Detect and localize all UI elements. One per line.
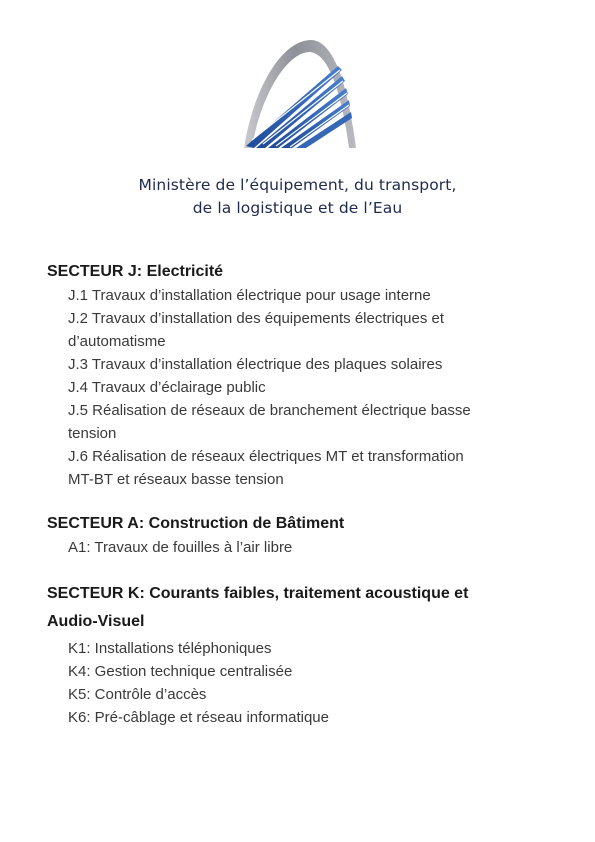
ministry-title-line2: de la logistique et de l’Eau [192,199,403,217]
sector-k-title-line1: SECTEUR K: Courants faibles, traitement acoustique et [47,585,469,602]
sector-j-title: SECTEUR J: Electricité [47,263,224,280]
list-item: A1: Travaux de fouilles à l’air libre [68,539,293,556]
list-item: J.5 Réalisation de réseaux de branchement électrique basse [68,402,471,419]
sector-list [47,260,547,740]
list-item-continuation: MT-BT et réseaux basse tension [68,471,284,488]
list-item: J.2 Travaux d’installation des équipements électriques et [68,310,445,327]
sector-a-title: SECTEUR A: Construction de Bâtiment [47,515,345,532]
list-item: K4: Gestion technique centralisée [68,663,293,680]
sector-k-title-line2: Audio-Visuel [47,613,145,630]
sector-k-items [68,637,547,729]
list-item-continuation: tension [68,425,117,442]
list-item: K1: Installations téléphoniques [68,640,272,657]
ministry-title-line1: Ministère de l’équipement, du transport, [138,176,457,194]
list-item: K5: Contrôle d’accès [68,686,207,703]
sector-k [47,580,547,729]
sector-a-items [68,536,547,559]
arch-bridge-logo-icon [238,36,358,152]
list-item: J.6 Réalisation de réseaux électriques MT et transformation [68,448,464,465]
list-item: J.3 Travaux d’installation électrique des plaques solaires [68,356,443,373]
sector-j-items [68,284,547,491]
list-item: J.4 Travaux d’éclairage public [68,379,266,396]
sector-a [47,512,547,559]
sector-j [47,260,547,491]
list-item: K6: Pré-câblage et réseau informatique [68,709,329,726]
list-item-continuation: d’automatisme [68,333,166,350]
sector-k-title [47,580,547,636]
ministry-title [0,174,595,220]
list-item: J.1 Travaux d’installation électrique pour usage interne [68,287,431,304]
